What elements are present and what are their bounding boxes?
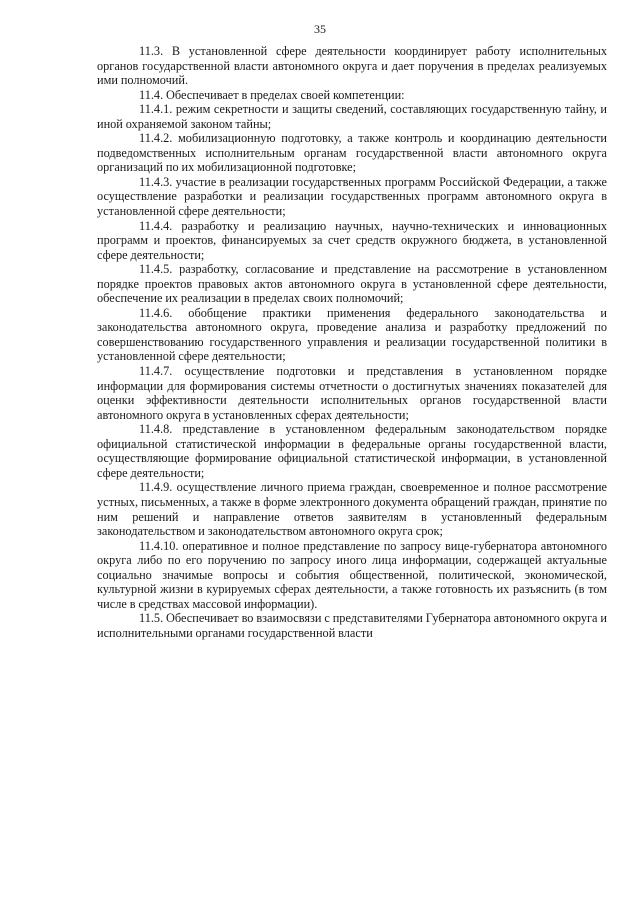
paragraph-11-4: 11.4. Обеспечивает в пределах своей компетенции: [139, 87, 405, 102]
paragraph-11-4-10: 11.4.10. оперативное и полное представление по запросу вице-губернатора автономного округа либо по его поручению по запросу иного лица информации, содержащей актуальные социально значимые вопросы и события общественной, политической, экономической, культурной жизни в курируемых сферах деятельности, а также готовность их разъяснить (в том числе в средствах массовой информации). [97, 538, 607, 611]
paragraph-11-4-6: 11.4.6. обобщение практики применения федерального законодательства и законодательства автономного округа, проведение анализа и разработку предложений по совершенствованию государственного управления и реализации государственной политики в установленной сфере деятельности; [97, 305, 607, 364]
page-number: 35 [314, 22, 326, 36]
paragraph-11-4-7: 11.4.7. осуществление подготовки и представления в установленном порядке информации для формирования системы отчетности о достигнутых значениях показателей для оценки эффективности деятельности исполнительных органов государственной власти автономного округа в установленных сферах деятельности; [97, 364, 607, 422]
paragraph-11-4-3: 11.4.3. участие в реализации государственных программ Российской Федерации, а также осуществление разработки и реализации государственных программ автономного округа в установленной сфере деятельности; [97, 174, 607, 219]
paragraph-11-4-1: 11.4.1. режим секретности и защиты сведений, составляющих государственную тайну, и иной охраняемой законом тайны; [97, 102, 607, 131]
paragraph-11-4-9: 11.4.9. осуществление личного приема граждан, своевременное и полное рассмотрение устных, письменных, а также в форме электронного документа обращений граждан, принятие по ним решений и направление ответов заявителям в установленный федеральным законодательством и законодательством автономного округа срок; [97, 480, 607, 539]
paragraph-11-4-4: 11.4.4. разработку и реализацию научных, научно-технических и инновационных программ и проектов, финансируемых за счет средств окружного бюджета, в установленной сфере деятельности; [97, 218, 607, 262]
paragraph-11-4-8: 11.4.8. представление в установленном федеральным законодательством порядке официальной статистической информации в федеральные органы государственной власти, осуществляющие формирование официальной статистической информации, в установленной сфере деятельности; [97, 422, 607, 480]
paragraph-11-4-2: 11.4.2. мобилизационную подготовку, а также контроль и координацию деятельности подведомственных исполнительным органам государственной власти автономного округа организаций по их мобилизационной подготовке; [97, 131, 607, 175]
paragraph-11-5: 11.5. Обеспечивает во взаимосвязи с представителями Губернатора автономного округа и исполнительными органами государственной власти [97, 611, 607, 640]
document-body [97, 44, 607, 640]
paragraph-11-3: 11.3. В установленной сфере деятельности координирует работу исполнительных органов государственной власти автономного округа и дает поручения в пределах реализуемых ими полномочий. [97, 44, 607, 88]
paragraph-11-4-5: 11.4.5. разработку, согласование и представление на рассмотрение в установленном порядке проектов правовых актов автономного округа в установленной сфере деятельности, обеспечение их реализации в пределах своих полномочий; [97, 262, 607, 306]
